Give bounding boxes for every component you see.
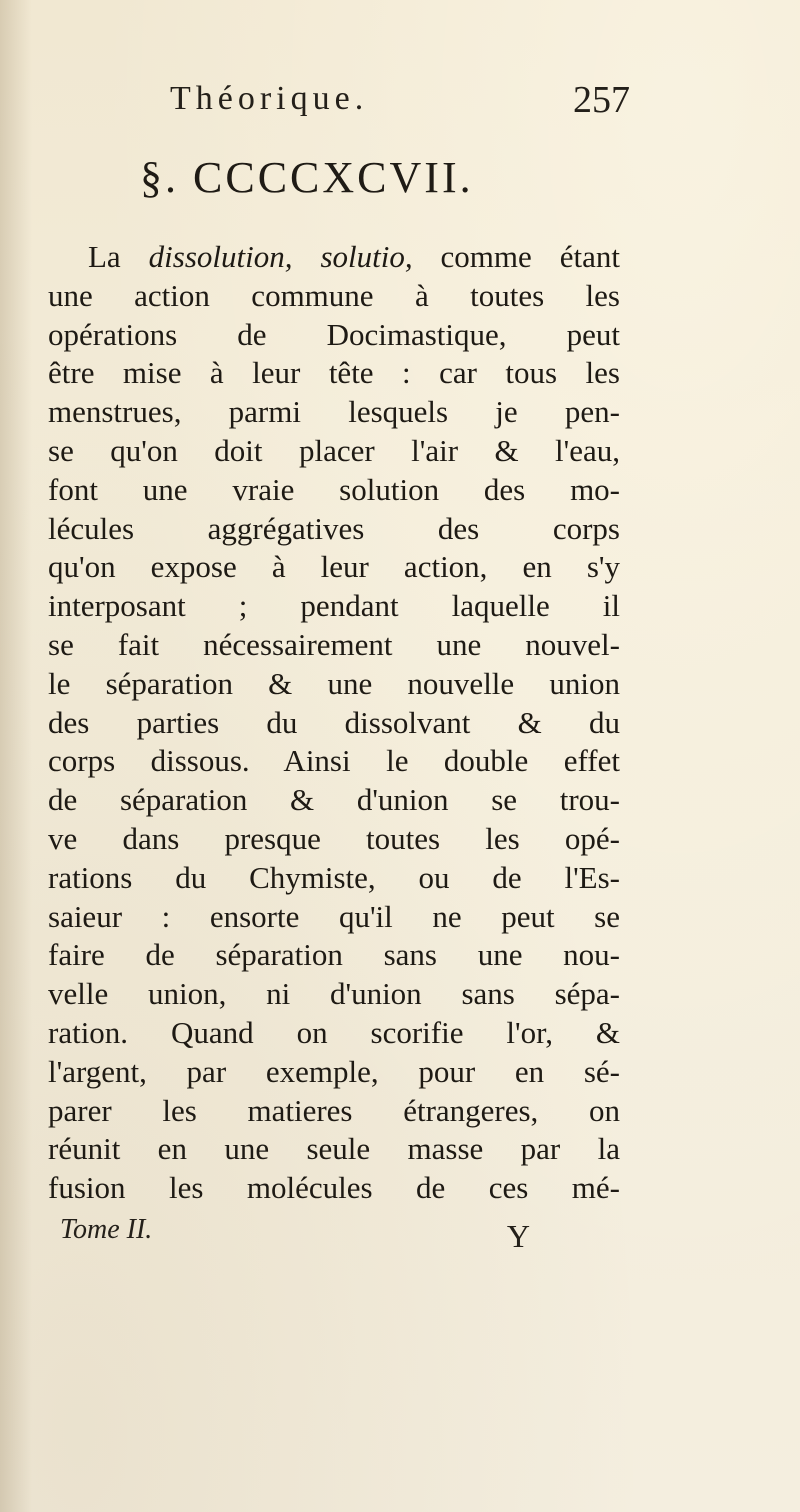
text-line: une action commune à toutes les [48, 277, 620, 313]
page-header [150, 78, 630, 128]
text-line: corps dissous. Ainsi le double effet [48, 743, 620, 779]
text-line: ve dans presque toutes les opé- [48, 820, 620, 856]
text-line: faire de séparation sans une nou- [48, 937, 620, 973]
text-line: opérations de Docimastique, peut [48, 316, 620, 352]
text-line: lécules aggrégatives des corps [48, 510, 620, 546]
running-head: Théorique. [170, 80, 369, 117]
text-line: interposant ; pendant laquelle il [48, 588, 620, 624]
text-line: se qu'on doit placer l'air & l'eau, [48, 432, 620, 468]
text-line: rations du Chymiste, ou de l'Es- [48, 859, 620, 895]
text-line: velle union, ni d'union sans sépa- [48, 976, 620, 1012]
gutter-shadow [0, 0, 32, 1512]
text-line: des parties du dissolvant & du [48, 704, 620, 740]
text-line: ration. Quand on scorifie l'or, & [48, 1014, 620, 1050]
text-line: se fait nécessairement une nouvel- [48, 626, 620, 662]
text-line: le séparation & une nouvelle union [48, 665, 620, 701]
body-text [48, 238, 620, 1208]
volume-label: Tome II. [60, 1214, 153, 1245]
text-line: saieur : ensorte qu'il ne peut se [48, 898, 620, 934]
text-line: fusion les molécules de ces mé- [48, 1170, 620, 1206]
text-line: parer les matieres étrangeres, on [48, 1092, 620, 1128]
text-line: de séparation & d'union se trou- [48, 782, 620, 818]
signature-mark: Y [506, 1218, 530, 1254]
page-footer [60, 1214, 530, 1260]
text-line: être mise à leur tête : car tous les [48, 355, 620, 391]
text-line: réunit en une seule masse par la [48, 1131, 620, 1167]
text-line: font une vraie solution des mo- [48, 471, 620, 507]
text-line: menstrues, parmi lesquels je pen- [48, 394, 620, 430]
italic-term: dissolution, solutio, [148, 239, 413, 274]
section-heading: §. CCCCXCVII. [140, 153, 474, 202]
text-line: qu'on expose à leur action, en s'y [48, 549, 620, 585]
page-number: 257 [573, 79, 630, 121]
text-line: La dissolution, solutio, comme étant [88, 239, 620, 274]
text-line: l'argent, par exemple, pour en sé- [48, 1053, 620, 1089]
